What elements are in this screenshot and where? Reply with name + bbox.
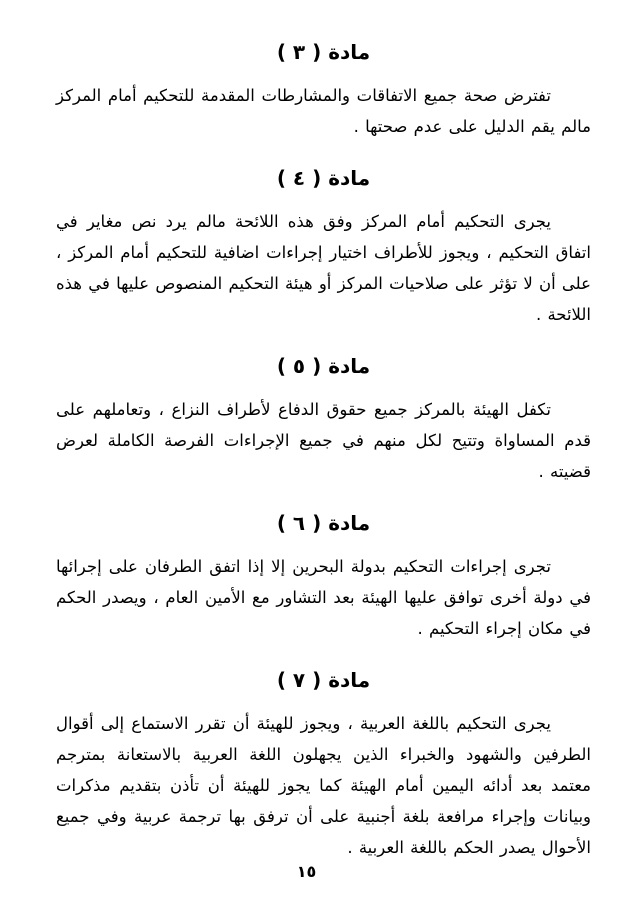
article-4-title: مادة ( ٤ )	[276, 166, 371, 190]
page-number: ١٥	[296, 862, 317, 881]
article-5-section	[56, 352, 591, 487]
article-4-section	[56, 164, 591, 330]
article-6-title: مادة ( ٦ )	[276, 511, 371, 535]
article-7-title: مادة ( ٧ )	[276, 668, 371, 692]
article-4-body: يجرى التحكيم أمام المركز وفق هذه اللائحة مالم يرد نص مغاير في اتفاق التحكيم ، ويجوز للأطراف اختيار إجراءات اضافية للتحكيم أمام المركز ، على أن لا تؤثر على صلاحيات المركز أو هيئة التحكيم المنصوص عليها في هذه اللائحة .	[56, 212, 591, 324]
article-7-section	[56, 666, 591, 863]
article-3-section	[56, 38, 591, 142]
article-5-title: مادة ( ٥ )	[276, 354, 371, 378]
article-6-body: تجرى إجراءات التحكيم بدولة البحرين إلا إذا اتفق الطرفان على إجرائها في دولة أخرى توافق عليها الهيئة بعد التشاور مع الأمين العام ، ويصدر الحكم في مكان إجراء التحكيم .	[56, 557, 591, 638]
article-7-body: يجرى التحكيم باللغة العربية ، ويجوز للهيئة أن تقرر الاستماع إلى أقوال الطرفين والشهود والخبراء الذين يجهلون اللغة العربية بالاستعانة بمترجم معتمد بعد أدائه اليمين أمام الهيئة كما يجوز للهيئة أن تأذن بتقديم مذكرات وبيانات وإجراء مرافعة بلغة أجنبية على أن ترفق بها ترجمة عربية وفي جميع الأحوال يصدر الحكم باللغة العربية .	[56, 714, 591, 857]
article-3-title: مادة ( ٣ )	[276, 40, 371, 64]
page-content	[56, 38, 591, 885]
article-5-body: تكفل الهيئة بالمركز جميع حقوق الدفاع لأطراف النزاع ، وتعاملهم على قدم المساواة وتتيح لكل منهم في جميع الإجراءات الفرصة الكاملة لعرض قضيته .	[56, 400, 591, 481]
article-3-body: تفترض صحة جميع الاتفاقات والمشارطات المقدمة للتحكيم أمام المركز مالم يقم الدليل على عدم صحتها .	[56, 86, 591, 136]
article-6-section	[56, 509, 591, 644]
